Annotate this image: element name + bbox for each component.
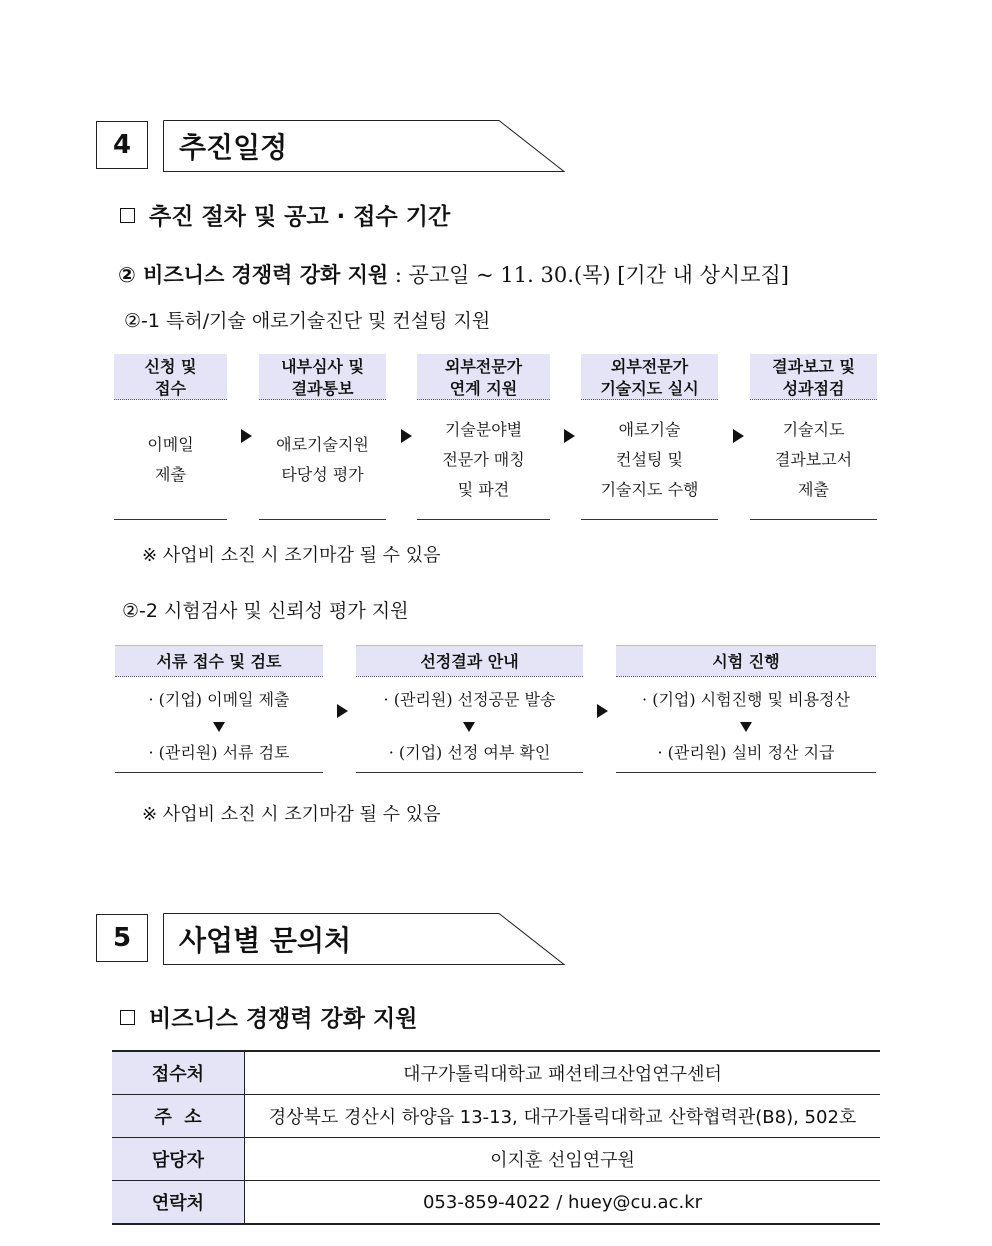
sub-heading-text: 추진 절차 및 공고 · 접수 기간 (149, 204, 451, 230)
flow-step-head: 결과보고 및 성과점검 (750, 354, 877, 400)
flow-step (581, 354, 718, 520)
flow-row: · (기업) 이메일 제출 (148, 690, 290, 709)
flow-step (115, 645, 323, 773)
checkbox-square-icon (120, 208, 135, 223)
contact-label: 연락처 (112, 1181, 245, 1225)
flow-row: · (관리원) 서류 검토 (148, 743, 290, 762)
flow-step (417, 354, 550, 520)
flow-step-body (356, 677, 583, 773)
contact-value: 053-859-4022 / huey@cu.ac.kr (245, 1181, 881, 1225)
section-title: 추진일정 (179, 131, 288, 164)
contact-table (112, 1050, 880, 1225)
program-line (118, 259, 789, 289)
flow-step-head: 외부전문가 기술지도 실시 (581, 354, 718, 400)
section-title: 사업별 문의처 (179, 924, 352, 957)
flow-step-head: 시험 진행 (616, 645, 876, 677)
flow-step (259, 354, 386, 520)
flow-row: · (관리원) 실비 정산 지급 (657, 743, 835, 762)
arrow-right-icon (733, 429, 744, 443)
contact-value: 경상북도 경산시 하양읍 13-13, 대구가톨릭대학교 산학협력관(B8), 502호 (245, 1095, 881, 1138)
contact-label: 담당자 (112, 1138, 245, 1181)
arrow-right-icon (241, 429, 252, 443)
program-period: : 공고일 ~ 11. 30.(목) [기간 내 상시모집] (388, 263, 789, 287)
arrow-right-icon (597, 704, 608, 718)
flow-step-head: 선정결과 안내 (356, 645, 583, 677)
flow-step-head: 내부심사 및 결과통보 (259, 354, 386, 400)
program-label: ② 비즈니스 경쟁력 강화 지원 (118, 263, 389, 287)
arrow-down-icon (213, 722, 225, 732)
flow-step (616, 645, 876, 773)
checkbox-square-icon (120, 1010, 135, 1025)
flow-step-body: 이메일 제출 (114, 400, 227, 520)
flow-step-head: 신청 및 접수 (114, 354, 227, 400)
flow-step-body: 애로기술 컨설팅 및 기술지도 수행 (581, 400, 718, 520)
section-number: 4 (96, 121, 148, 169)
section-title-box (163, 120, 565, 172)
flow-step-body: 애로기술지원 타당성 평가 (259, 400, 386, 520)
table-row (112, 1051, 880, 1095)
table-row (112, 1181, 880, 1225)
flow-step-head: 외부전문가 연계 지원 (417, 354, 550, 400)
flow-step-body (115, 677, 323, 773)
flow-row: · (기업) 시험진행 및 비용정산 (642, 690, 850, 709)
note-text: ※ 사업비 소진 시 조기마감 될 수 있음 (142, 545, 441, 566)
sub-heading (120, 1000, 417, 1033)
section-number: 5 (96, 914, 148, 962)
subprogram-title: ②-2 시험검사 및 신뢰성 평가 지원 (122, 600, 409, 622)
table-row (112, 1095, 880, 1138)
arrow-down-icon (740, 722, 752, 732)
flow-step (356, 645, 583, 773)
flow-step-body: 기술분야별 전문가 매칭 및 파견 (417, 400, 550, 520)
sub-heading-text: 비즈니스 경쟁력 강화 지원 (149, 1006, 418, 1032)
contact-value: 대구가톨릭대학교 패션테크산업연구센터 (245, 1051, 881, 1095)
arrow-right-icon (564, 429, 575, 443)
contact-label: 접수처 (112, 1051, 245, 1095)
contact-value: 이지훈 선임연구원 (245, 1138, 881, 1181)
flow-step-body: 기술지도 결과보고서 제출 (750, 400, 877, 520)
arrow-down-icon (463, 722, 475, 732)
flow-step (114, 354, 227, 520)
subprogram-title: ②-1 특허/기술 애로기술진단 및 컨설팅 지원 (124, 310, 491, 332)
flow-row: · (기업) 선정 여부 확인 (388, 743, 551, 762)
arrow-right-icon (401, 429, 412, 443)
arrow-right-icon (337, 704, 348, 718)
flow-step-head: 서류 접수 및 검토 (115, 645, 323, 677)
flow-step (750, 354, 877, 520)
note-text: ※ 사업비 소진 시 조기마감 될 수 있음 (142, 804, 441, 825)
section-title-box (163, 913, 565, 965)
table-row (112, 1138, 880, 1181)
contact-label: 주 소 (112, 1095, 245, 1138)
sub-heading (120, 198, 450, 231)
flow-step-body (616, 677, 876, 773)
flow-row: · (관리원) 선정공문 발송 (383, 690, 556, 709)
